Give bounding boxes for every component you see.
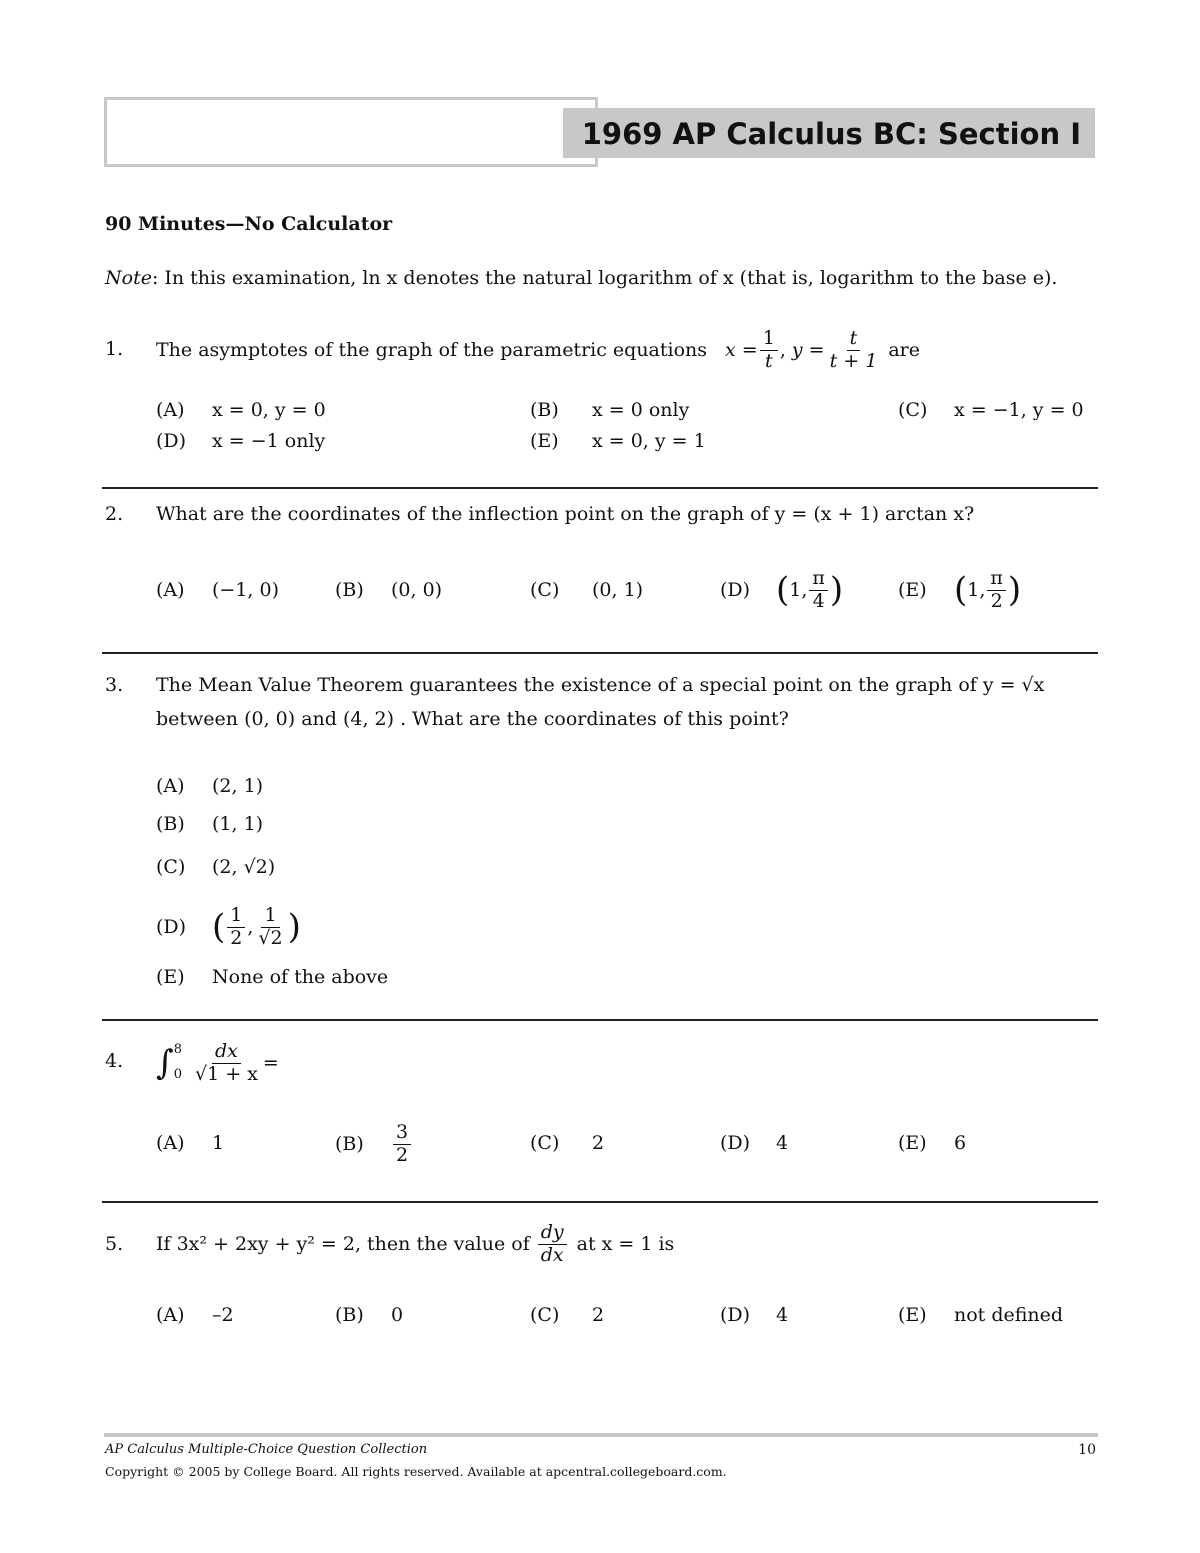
question-5-text — [156, 1214, 674, 1274]
q2-option-c: (C) (0, 1) — [530, 579, 644, 601]
q1-option-d: (D) x = −1 only — [156, 430, 326, 452]
q5-option-b: (B) 0 — [335, 1304, 404, 1326]
q1-option-c: (C) x = −1, y = 0 — [898, 399, 1084, 421]
question-1-stem: The asymptotes of the graph of the parametric equations — [156, 339, 708, 361]
question-2-number: 2. — [105, 503, 124, 525]
header-frame — [104, 97, 598, 167]
page-title: 1969 AP Calculus BC: Section I — [581, 117, 1081, 151]
q1-x-denominator: t — [764, 349, 773, 372]
question-3-text-line2: between (0, 0) and (4, 2) . What are the coordinates of this point? — [156, 708, 789, 730]
q3-option-a: (A) (2, 1) — [156, 775, 264, 797]
q5-option-d: (D) 4 — [720, 1304, 789, 1326]
footer-rule — [104, 1433, 1098, 1437]
q5-option-e: (E) not defined — [898, 1304, 1064, 1326]
question-3-number: 3. — [105, 674, 124, 696]
q5-deriv-denominator: dx — [540, 1243, 564, 1266]
q5-deriv-numerator: dy — [538, 1222, 567, 1245]
q2-option-a: (A) (−1, 0) — [156, 579, 280, 601]
q4-option-b: (B) $\frac{3}{2}$ — [335, 1116, 413, 1172]
footer-collection: AP Calculus Multiple-Choice Question Collection — [105, 1442, 428, 1457]
q1-x-numerator: 1 — [760, 328, 778, 351]
integral-numerator: dx — [212, 1041, 241, 1064]
q1-option-e: (E) x = 0, y = 1 — [530, 430, 706, 452]
q2-option-e: (E) ( 1, $\frac{\pi}{2}$ ) — [898, 566, 1022, 612]
integral-equals: = — [262, 1052, 279, 1074]
footer-copyright: Copyright © 2005 by College Board. All rights reserved. Available at apcentral.collegeboard.com. — [105, 1464, 727, 1479]
integral-denominator: √1 + x — [195, 1062, 258, 1085]
divider — [102, 1019, 1098, 1021]
q5-option-c: (C) 2 — [530, 1304, 605, 1326]
q4-option-e: (E) 6 — [898, 1132, 967, 1154]
q1-y-numerator: t — [847, 328, 861, 351]
q5-tail: at x = 1 is — [576, 1233, 675, 1255]
q5-option-a: (A) –2 — [156, 1304, 234, 1326]
note — [105, 267, 1057, 289]
question-4-number: 4. — [105, 1050, 124, 1072]
q5-stem: If 3x² + 2xy + y² = 2, then the value of — [156, 1233, 530, 1255]
integral-lower: 0 — [173, 1067, 182, 1082]
divider — [102, 487, 1098, 489]
q4-option-d: (D) 4 — [720, 1132, 789, 1154]
q4-option-a: (A) 1 — [156, 1132, 225, 1154]
page-number: 10 — [1078, 1442, 1096, 1458]
divider — [102, 1201, 1098, 1203]
q3-option-b: (B) (1, 1) — [156, 813, 264, 835]
question-4-integral — [156, 1032, 279, 1094]
integral-sign: ∫ — [156, 1043, 174, 1083]
q1-tail: are — [888, 339, 920, 361]
note-label: Note — [105, 267, 152, 289]
q2-option-b: (B) (0, 0) — [335, 579, 443, 601]
divider — [102, 652, 1098, 654]
q1-option-a: (A) x = 0, y = 0 — [156, 399, 326, 421]
timing-label: 90 Minutes—No Calculator — [105, 213, 393, 235]
question-5-number: 5. — [105, 1233, 124, 1255]
question-2-text: What are the coordinates of the inflection point on the graph of y = (x + 1) arctan x? — [156, 503, 975, 525]
integral-upper: 8 — [173, 1042, 182, 1058]
question-3-text-line1: The Mean Value Theorem guarantees the existence of a special point on the graph of y = √x — [156, 674, 1045, 696]
note-text: : In this examination, ln x denotes the natural logarithm of x (that is, logarithm to the base e). — [151, 267, 1058, 289]
q3-option-d: (D) ( $\frac{1}{2}$ , $\frac{1}{√2}$ ) — [156, 903, 301, 949]
q1-y-denominator: t + 1 — [829, 349, 878, 372]
q2-option-d: (D) ( 1, $\frac{\pi}{4}$ ) — [720, 566, 844, 612]
question-1-text: The asymptotes of the graph of the parametric equations x = $\frac{1}{t}$ , y = $\frac{t}{t + 1}$ are — [156, 326, 920, 372]
q3-option-e: (E) None of the above — [156, 966, 389, 988]
q1-option-b: (B) x = 0 only — [530, 399, 690, 421]
q3-option-c: (C) (2, √2) — [156, 856, 276, 878]
question-1-number: 1. — [105, 338, 124, 360]
q4-option-c: (C) 2 — [530, 1132, 605, 1154]
